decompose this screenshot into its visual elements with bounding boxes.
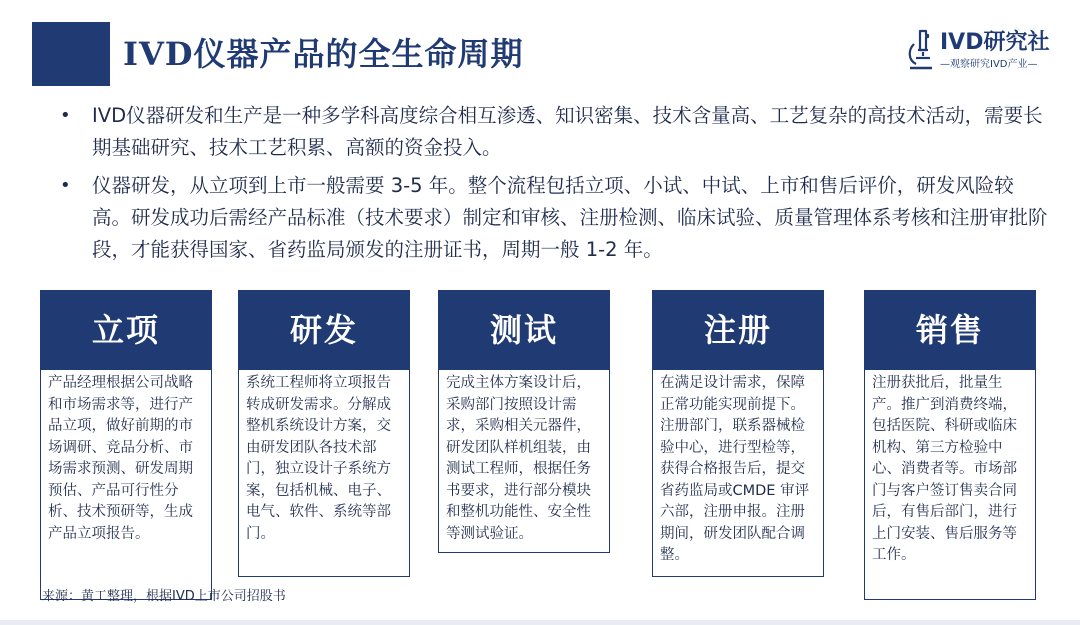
bullet-item — [60, 170, 1050, 266]
stage-description: 在满足设计需求，保障正常功能实现前提下。注册部门，联系器械检验中心，进行型检等，获得合格报告后，提交省药监局或CMDE 审评六部，注册申报。注册期间，研发团队配合调整。 — [652, 370, 824, 577]
bottom-divider — [0, 620, 1080, 625]
logo — [906, 26, 1056, 76]
logo-name: IVD研究社 — [940, 30, 1050, 55]
stage-description: 系统工程师将立项报告转成研发需求。分解成整机系统设计方案，交由研发团队各技术部门，独立设计子系统方案，包括机械、电子、电气、软件、系统等部门。 — [238, 370, 410, 577]
stage-title: 测试 — [438, 290, 610, 370]
bullet-list — [60, 100, 1050, 272]
stage-title: 立项 — [40, 290, 212, 370]
bullet-text: 仪器研发，从立项到上市一般需要 3-5 年。整个流程包括立项、小试、中试、上市和售后评价，研发风险较高。研发成功后需经产品标准（技术要求）制定和审核、注册检测、临床试验、质量管理体系考核和注册审批阶段，才能获得国家、省药监局颁发的注册证书，周期一般 1-2 年。 — [92, 174, 1048, 261]
bullet-item — [60, 100, 1050, 164]
bullet-dot-icon: • — [60, 105, 71, 126]
source-note: 来源：黄工整理，根据IVD上市公司招股书 — [42, 589, 286, 604]
microscope-icon — [906, 28, 936, 72]
stage-description: 注册获批后，批量生产。推广到消费终端，包括医院、科研或临床机构、第三方检验中心、消费者等。市场部门与客户签订售卖合同后，有售后部门，进行上门安装、售后服务等工作。 — [864, 370, 1036, 600]
stage-description: 产品经理根据公司战略和市场需求等，进行产品立项，做好前期的市场调研、竞品分析、市场需求预测、研发周期预估、产品可行性分析、技术预研等，生成产品立项报告。 — [40, 370, 212, 600]
stage-card-yanfa — [238, 290, 410, 577]
bullet-dot-icon: • — [60, 175, 71, 196]
bullet-text: IVD仪器研发和生产是一种多学科高度综合相互渗透、知识密集、技术含量高、工艺复杂的高技术活动，需要长期基础研究、技术工艺积累、高额的资金投入。 — [92, 104, 1043, 159]
stage-title: 销售 — [864, 290, 1036, 370]
stage-card-lixiang — [40, 290, 212, 600]
stage-card-xiaoshou — [864, 290, 1036, 600]
stage-description: 完成主体方案设计后，采购部门按照设计需求，采购相关元器件，研发团队样机组装，由测试工程师，根据任务书要求，进行部分模块和整机功能性、安全性等测试验证。 — [438, 370, 610, 553]
logo-tagline: —观察研究IVD产业— — [940, 59, 1038, 70]
stage-title: 注册 — [652, 290, 824, 370]
stage-card-zhuce — [652, 290, 824, 577]
page-title: IVD仪器产品的全生命周期 — [123, 35, 524, 73]
stage-title: 研发 — [238, 290, 410, 370]
stage-card-ceshi — [438, 290, 610, 553]
